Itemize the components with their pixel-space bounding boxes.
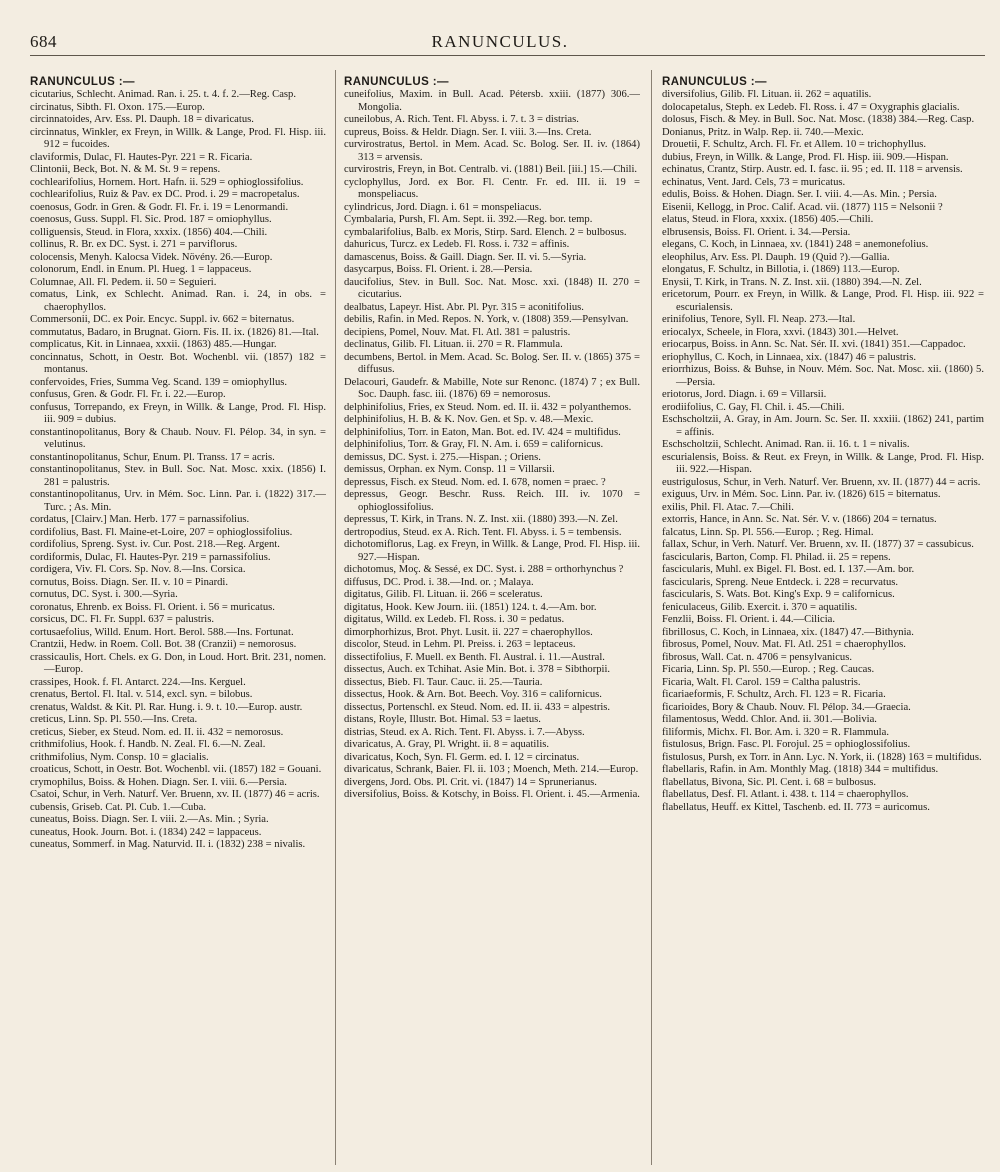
index-entry: eriophyllus, C. Koch, in Linnaea, xix. (1847) 46 = palustris. xyxy=(662,351,917,363)
index-entry: delphinifolius, Torr. in Eaton, Man. Bot. ed. IV. 424 = multifidus. xyxy=(344,426,621,438)
index-entry: dissectus, Auch. ex Tchihat. Asie Min. Bot. i. 378 = Sibthorpii. xyxy=(344,664,611,675)
index-entry: crassicaulis, Hort. Chels. ex G. Don, in Loud. Hort. Brit. 231, nomen.—Europ. xyxy=(30,651,326,675)
index-entry: comatus, Link, ex Schlecht. Animad. Ran. i. 24, in obs. = chaerophyllos. xyxy=(30,289,326,313)
column-2 xyxy=(344,76,640,1168)
index-entry: delphinifolius, Torr. & Gray, Fl. N. Am. i. 659 = californicus. xyxy=(344,439,604,450)
index-entry: dasycarpus, Boiss. Fl. Orient. i. 28.—Persia. xyxy=(344,264,533,275)
index-entry: confervoides, Fries, Summa Veg. Scand. 139 = omiophyllus. xyxy=(30,376,288,388)
index-entry: ficariaeformis, F. Schultz, Arch. Fl. 123 = R. Ficaria. xyxy=(662,689,886,700)
index-entry: commutatus, Badaro, in Brugnat. Giorn. Fis. II. ix. (1826) 81.—Ital. xyxy=(30,326,319,338)
index-entry: Enysii, T. Kirk, in Trans. N. Z. Inst. xii. (1880) 394.—N. Zel. xyxy=(662,276,922,288)
index-entry: cuneatus, Boiss. Diagn. Ser. I. viii. 2.—As. Min. ; Syria. xyxy=(30,814,269,825)
index-entry: cochlearifolius, Hornem. Hort. Hafn. ii. 529 = ophioglossifolius. xyxy=(30,176,304,188)
index-entry: croaticus, Schott, in Oestr. Bot. Wochenbl. vii. (1857) 182 = Gouani. xyxy=(30,764,322,775)
index-entry: corsicus, DC. Fl. Fr. Suppl. 637 = palustris. xyxy=(30,614,215,625)
column-rule xyxy=(335,70,336,1165)
index-entry: divergens, Jord. Obs. Pl. Crit. vi. (1847) 14 = Sprunerianus. xyxy=(344,776,597,788)
index-entry: Eschscholtzii, Schlecht. Animad. Ran. ii. 16. t. 1 = nivalis. xyxy=(662,439,910,450)
index-entry: coronatus, Ehrenb. ex Boiss. Fl. Orient. i. 56 = muricatus. xyxy=(30,601,275,613)
index-entry: cordifolius, Bast. Fl. Maine-et-Loire, 207 = ophioglossifolius. xyxy=(30,526,293,538)
column-heading: RANUNCULUS :— xyxy=(344,76,449,88)
index-entry: fascicularis, Barton, Comp. Fl. Philad. ii. 25 = repens. xyxy=(662,551,891,563)
index-entry: diffusus, DC. Prod. i. 38.—Ind. or. ; Malaya. xyxy=(344,576,534,588)
index-entry: Csatoi, Schur, in Verh. Naturf. Ver. Bruenn, xv. II. (1877) 46 = acris. xyxy=(30,789,320,800)
index-entry: cordifolius, Spreng. Syst. iv. Cur. Post. 218.—Reg. Argent. xyxy=(30,539,280,550)
index-entry: diversifolius, Boiss. & Kotschy, in Boiss. Fl. Orient. i. 45.—Armenia. xyxy=(344,789,640,800)
page-number: 684 xyxy=(30,32,57,51)
column-heading: RANUNCULUS :— xyxy=(662,76,767,88)
index-entry: eriocalyx, Scheele, in Flora, xxvi. (1843) 301.—Helvet. xyxy=(662,326,899,338)
index-entry: delphinifolius, Fries, ex Steud. Nom. ed. II. ii. 432 = polyanthemos. xyxy=(344,401,632,413)
index-entry: exiguus, Urv. in Mém. Soc. Linn. Par. iv. (1826) 615 = biternatus. xyxy=(662,489,941,500)
index-entry: dolosus, Fisch. & Mey. in Bull. Soc. Nat. Mosc. (1838) 384.—Reg. Casp. xyxy=(662,114,975,125)
index-entry: dichotomiflorus, Lag. ex Freyn, in Willk. & Lange, Prod. Fl. Hisp. iii. 927.—Hispan. xyxy=(344,539,640,563)
index-entry: demissus, Orphan. ex Nym. Consp. 11 = Villarsii. xyxy=(344,464,555,475)
column-heading: RANUNCULUS :— xyxy=(30,76,135,88)
index-entry: dertropodius, Steud. ex A. Rich. Tent. Fl. Abyss. i. 5 = tembensis. xyxy=(344,526,622,538)
header-rule xyxy=(30,55,985,56)
index-entry: cornutus, DC. Syst. i. 300.—Syria. xyxy=(30,589,178,600)
index-entry: digitatus, Gilib. Fl. Lituan. ii. 266 = sceleratus. xyxy=(344,589,543,600)
index-entry: feniculaceus, Gilib. Exercit. i. 370 = aquatilis. xyxy=(662,601,858,613)
index-entry: fistulosus, Pursh, ex Torr. in Ann. Lyc. N. York, ii. (1828) 163 = multifidus. xyxy=(662,751,982,763)
index-entry: ericetorum, Pourr. ex Freyn, in Willk. & Lange, Prod. Fl. Hisp. iii. 922 = escurialensis. xyxy=(662,289,984,313)
index-entry: Cymbalaria, Pursh, Fl. Am. Sept. ii. 392.—Reg. bor. temp. xyxy=(344,214,593,225)
index-entry: cordiformis, Dulac, Fl. Hautes-Pyr. 219 = parnassifolius. xyxy=(30,551,271,563)
index-entry: cornutus, Boiss. Diagn. Ser. II. v. 10 = Pinardi. xyxy=(30,576,229,588)
index-entry: distrias, Steud. ex A. Rich. Tent. Fl. Abyss. i. 7.—Abyss. xyxy=(344,726,585,738)
index-entry: dissectifolius, F. Muell. ex Benth. Fl. Austral. i. 11.—Austral. xyxy=(344,651,605,663)
index-entry: crassipes, Hook. f. Fl. Antarct. 224.—Ins. Kerguel. xyxy=(30,676,246,688)
index-entry: flabellatus, Heuff. ex Kittel, Taschenb. ed. II. 773 = auricomus. xyxy=(662,801,930,813)
index-entry: collinus, R. Br. ex DC. Syst. i. 271 = parviflorus. xyxy=(30,239,238,250)
index-entry: digitatus, Willd. ex Ledeb. Fl. Ross. i. 30 = pedatus. xyxy=(344,614,565,625)
index-entry: divaricatus, Schrank, Baier. Fl. ii. 103 ; Moench, Meth. 214.—Europ. xyxy=(344,764,639,775)
index-entry: divaricatus, A. Gray, Pl. Wright. ii. 8 = aquatilis. xyxy=(344,739,550,750)
index-entry: eustrigulosus, Schur, in Verh. Naturf. Ver. Bruenn, xv. II. (1877) 44 = acris. xyxy=(662,476,981,488)
index-entry: cochlearifolius, Ruiz & Pav. ex DC. Prod. i. 29 = macropetalus. xyxy=(30,189,300,200)
index-entry: fascicularis, Muhl. ex Bigel. Fl. Bost. ed. I. 137.—Am. bor. xyxy=(662,564,915,575)
index-entry: declinatus, Gilib. Fl. Lituan. ii. 270 = R. Flammula. xyxy=(344,339,563,350)
index-entry: ficarioides, Bory & Chaub. Nouv. Fl. Pélop. 34.—Graecia. xyxy=(662,701,911,713)
index-entry: crenatus, Bertol. Fl. Ital. v. 514, excl. syn. = bilobus. xyxy=(30,689,253,700)
index-entry: Drouetii, F. Schultz, Arch. Fl. Fr. et Allem. 10 = trichophyllus. xyxy=(662,139,927,150)
index-entry: flabellatus, Bivona, Sic. Pl. Cent. i. 68 = bulbosus. xyxy=(662,776,877,788)
column-rule xyxy=(651,70,652,1165)
index-entry: fibrosus, Wall. Cat. n. 4706 = pensylvanicus. xyxy=(662,651,853,663)
index-entry: cuneilobus, A. Rich. Tent. Fl. Abyss. i. 7. t. 3 = distrias. xyxy=(344,114,579,125)
index-entry: confusus, Torrepando, ex Freyn, in Willk. & Lange, Prod. Fl. Hisp. iii. 909 = dubius. xyxy=(30,401,326,425)
index-entry: elongatus, F. Schultz, in Billotia, i. (1869) 113.—Europ. xyxy=(662,264,900,275)
index-entry: dissectus, Portenschl. ex Steud. Nom. ed. II. ii. 433 = alpestris. xyxy=(344,701,611,713)
index-entry: cortusaefolius, Willd. Enum. Hort. Berol. 588.—Ins. Fortunat. xyxy=(30,626,294,638)
index-entry: Crantzii, Hedw. in Roem. Coll. Bot. 38 (Cranzii) = nemorosus. xyxy=(30,639,297,650)
index-entry: cuneatus, Hook. Journ. Bot. i. (1834) 242 = lappaceus. xyxy=(30,826,262,838)
index-entry: depressus, Geogr. Beschr. Russ. Reich. III. iv. 1070 = ophioglossifolius. xyxy=(344,489,640,513)
index-entry: cymbalarifolius, Balb. ex Moris, Stirp. Sard. Elench. 2 = bulbosus. xyxy=(344,226,627,238)
index-entry: constantinopolitanus, Schur, Enum. Pl. Transs. 17 = acris. xyxy=(30,451,275,463)
index-entry: curvirostratus, Bertol. in Mem. Acad. Sc. Bolog. Ser. II. iv. (1864) 313 = arvensis. xyxy=(344,139,640,163)
index-entry: Eisenii, Kellogg, in Proc. Calif. Acad. vii. (1877) 115 = Nelsonii ? xyxy=(662,201,943,213)
index-entry: decumbens, Bertol. in Mem. Acad. Sc. Bolog. Ser. II. v. (1865) 375 = diffusus. xyxy=(344,351,640,375)
index-entry: diversifolius, Gilib. Fl. Lituan. ii. 262 = aquatilis. xyxy=(662,89,872,100)
index-entry: curvirostris, Freyn, in Bot. Centralb. vi. (1881) Beil. [iii.] 15.—Chili. xyxy=(344,164,638,175)
index-entry: complicatus, Kit. in Linnaea, xxxii. (1863) 485.—Hungar. xyxy=(30,339,277,350)
index-entry: depressus, T. Kirk, in Trans. N. Z. Inst. xii. (1880) 393.—N. Zel. xyxy=(344,514,618,525)
index-entry: damascenus, Boiss. & Gaill. Diagn. Ser. II. vi. 5.—Syria. xyxy=(344,251,587,263)
index-entry: eriorrhizus, Boiss. & Buhse, in Nouv. Mém. Soc. Nat. Mosc. xii. (1860) 5.—Persia. xyxy=(662,364,984,388)
index-entry: claviformis, Dulac, Fl. Hautes-Pyr. 221 = R. Ficaria. xyxy=(30,151,253,163)
index-entry: dubius, Freyn, in Willk. & Lange, Prod. Fl. Hisp. iii. 909.—Hispan. xyxy=(662,151,949,163)
index-entry: filiformis, Michx. Fl. Bor. Am. i. 320 = R. Flammula. xyxy=(662,726,889,738)
index-entry: colonorum, Endl. in Enum. Pl. Hueg. 1 = lappaceus. xyxy=(30,264,252,275)
index-entry: erinifolius, Tenore, Syll. Fl. Neap. 273.—Ital. xyxy=(662,314,856,325)
index-entry: elatus, Steud. in Flora, xxxix. (1856) 405.—Chili. xyxy=(662,214,874,225)
index-entry: fascicularis, Spreng. Neue Entdeck. i. 228 = recurvatus. xyxy=(662,576,899,588)
index-entry: digitatus, Hook. Kew Journ. iii. (1851) 124. t. 4.—Am. bor. xyxy=(344,601,597,613)
index-entry: cordatus, [Clairv.] Man. Herb. 177 = parnassifolius. xyxy=(30,514,250,525)
index-entry: elegans, C. Koch, in Linnaea, xv. (1841) 248 = anemonefolius. xyxy=(662,239,929,250)
index-entry: eleophilus, Arv. Ess. Pl. Dauph. 19 (Quid ?).—Gallia. xyxy=(662,251,890,263)
index-entry: delphinifolius, H. B. & K. Nov. Gen. et Sp. v. 48.—Mexic. xyxy=(344,414,594,425)
index-entry: crithmifolius, Hook. f. Handb. N. Zeal. Fl. 6.—N. Zeal. xyxy=(30,739,266,750)
entry-list xyxy=(344,89,640,802)
index-entry: echinatus, Crantz, Stirp. Austr. ed. I. fasc. ii. 95 ; ed. II. 118 = arvensis. xyxy=(662,164,963,175)
index-entry: Clintonii, Beck, Bot. N. & M. St. 9 = repens. xyxy=(30,164,221,175)
index-entry: decipiens, Pomel, Nouv. Mat. Fl. Atl. 381 = palustris. xyxy=(344,326,571,338)
index-entry: eriocarpus, Boiss. in Ann. Sc. Nat. Sér. II. xvi. (1841) 351.—Cappadoc. xyxy=(662,339,966,350)
index-entry: demissus, DC. Syst. i. 275.—Hispan. ; Oriens. xyxy=(344,451,541,463)
index-entry: colocensis, Menyh. Kalocsa Videk. Növény. 26.—Europ. xyxy=(30,251,273,263)
index-entry: dichotomus, Moç. & Sessé, ex DC. Syst. i. 288 = orthorhynchus ? xyxy=(344,564,624,575)
index-entry: cuneatus, Sommerf. in Mag. Naturvid. II. i. (1832) 238 = nivalis. xyxy=(30,839,306,850)
entry-list xyxy=(662,89,984,814)
index-entry: cyclophyllus, Jord. ex Bor. Fl. Centr. Fr. ed. III. ii. 19 = monspeliacus. xyxy=(344,176,640,200)
index-entry: circinnatoides, Arv. Ess. Pl. Dauph. 18 = divaricatus. xyxy=(30,114,254,125)
index-entry: dissectus, Bieb. Fl. Taur. Cauc. ii. 25.—Tauria. xyxy=(344,676,543,688)
index-entry: eriotorus, Jord. Diagn. i. 69 = Villarsii. xyxy=(662,389,827,400)
index-entry: cubensis, Griseb. Cat. Pl. Cub. 1.—Cuba. xyxy=(30,801,206,813)
index-entry: exilis, Phil. Fl. Atac. 7.—Chili. xyxy=(662,501,794,513)
index-entry: cicutarius, Schlecht. Animad. Ran. i. 25. t. 4. f. 2.—Reg. Casp. xyxy=(30,89,296,100)
entry-list xyxy=(30,89,326,852)
running-head: RANUNCULUS. xyxy=(431,32,569,51)
index-entry: Ficaria, Walt. Fl. Carol. 159 = Caltha palustris. xyxy=(662,676,861,688)
index-entry: cordigera, Viv. Fl. Cors. Sp. Nov. 8.—Ins. Corsica. xyxy=(30,564,246,575)
index-entry: crenatus, Waldst. & Kit. Pl. Rar. Hung. i. 9. t. 10.—Europ. austr. xyxy=(30,701,303,713)
index-entry: constantinopolitanus, Stev. in Bull. Soc. Nat. Mosc. xxix. (1856) I. 281 = palustris. xyxy=(30,464,326,488)
index-entry: cuneifolius, Maxim. in Bull. Acad. Pétersb. xxiii. (1877) 306.—Mongolia. xyxy=(344,89,640,113)
index-entry: fascicularis, S. Wats. Bot. King's Exp. 9 = californicus. xyxy=(662,589,895,600)
index-entry: falcatus, Linn. Sp. Pl. 556.—Europ. ; Reg. Himal. xyxy=(662,526,874,538)
index-entry: confusus, Gren. & Godr. Fl. Fr. i. 22.—Europ. xyxy=(30,389,226,400)
index-entry: dolocapetalus, Steph. ex Ledeb. Fl. Ross. i. 47 = Oxygraphis glacialis. xyxy=(662,101,960,113)
index-entry: coenosus, Guss. Suppl. Fl. Sic. Prod. 187 = omiophyllus. xyxy=(30,214,272,225)
index-entry: creticus, Sieber, ex Steud. Nom. ed. II. ii. 432 = nemorosus. xyxy=(30,726,284,738)
index-entry: extorris, Hance, in Ann. Sc. Nat. Sér. V. v. (1866) 204 = ternatus. xyxy=(662,514,937,525)
index-entry: Eschscholtzii, A. Gray, in Am. Journ. Sc. Ser. II. xxxiii. (1862) 241, partim = affinis. xyxy=(662,414,984,438)
index-entry: Fenzlii, Boiss. Fl. Orient. i. 44.—Cilicia. xyxy=(662,614,836,625)
index-entry: coenosus, Godr. in Gren. & Godr. Fl. Fr. i. 19 = Lenormandi. xyxy=(30,201,289,213)
index-entry: Ficaria, Linn. Sp. Pl. 550.—Europ. ; Reg. Caucas. xyxy=(662,664,875,675)
index-entry: edulis, Boiss. & Hohen. Diagn. Ser. I. viii. 4.—As. Min. ; Persia. xyxy=(662,189,937,200)
index-entry: dahuricus, Turcz. ex Ledeb. Fl. Ross. i. 732 = affinis. xyxy=(344,239,570,250)
index-entry: circinatus, Sibth. Fl. Oxon. 175.—Europ. xyxy=(30,101,205,113)
index-entry: flabellatus, Desf. Fl. Atlant. i. 438. t. 114 = chaerophyllos. xyxy=(662,789,909,800)
index-entry: filamentosus, Wedd. Chlor. And. ii. 301.—Bolivia. xyxy=(662,714,877,725)
index-entry: dealbatus, Lapeyr. Hist. Abr. Pl. Pyr. 315 = aconitifolius. xyxy=(344,301,584,313)
index-entry: Donianus, Pritz. in Walp. Rep. ii. 740.—Mexic. xyxy=(662,126,864,138)
index-entry: echinatus, Vent. Jard. Cels, 73 = muricatus. xyxy=(662,176,846,188)
index-entry: fibrillosus, C. Koch, in Linnaea, xix. (1847) 47.—Bithynia. xyxy=(662,626,914,638)
index-entry: distans, Royle, Illustr. Bot. Himal. 53 = laetus. xyxy=(344,714,541,725)
index-entry: depressus, Fisch. ex Steud. Nom. ed. I. 678, nomen = praec. ? xyxy=(344,476,606,488)
index-entry: dissectus, Hook. & Arn. Bot. Beech. Voy. 316 = californicus. xyxy=(344,689,602,700)
index-entry: Commersonii, DC. ex Poir. Encyc. Suppl. iv. 662 = biternatus. xyxy=(30,314,295,325)
index-entry: fistulosus, Brign. Fasc. Pl. Forojul. 25 = ophioglossifolius. xyxy=(662,739,911,750)
index-entry: daucifolius, Stev. in Bull. Soc. Nat. Mosc. xxi. (1848) II. 270 = cicutarius. xyxy=(344,276,640,300)
index-entry: divaricatus, Koch, Syn. Fl. Germ. ed. I. 12 = circinatus. xyxy=(344,751,580,763)
index-entry: erodiifolius, C. Gay, Fl. Chil. i. 45.—Chili. xyxy=(662,401,845,413)
index-entry: discolor, Steud. in Lehm. Pl. Preiss. i. 263 = leptaceus. xyxy=(344,639,576,650)
column-3 xyxy=(662,76,984,1168)
index-entry: creticus, Linn. Sp. Pl. 550.—Ins. Creta. xyxy=(30,714,198,725)
index-entry: Delacouri, Gaudefr. & Mabille, Note sur Renonc. (1874) 7 ; ex Bull. Soc. Dauph. fasc. iii. (1876) 69 = nemorosus. xyxy=(344,376,640,400)
index-entry: cylindricus, Jord. Diagn. i. 61 = monspeliacus. xyxy=(344,201,542,213)
index-entry: fallax, Schur, in Verh. Naturf. Ver. Bruenn, xv. II. (1877) 37 = cassubicus. xyxy=(662,539,974,550)
index-entry: dimorphorhizus, Brot. Phyt. Lusit. ii. 227 = chaerophyllos. xyxy=(344,626,593,638)
index-entry: debilis, Rafin. in Med. Repos. N. York, v. (1808) 359.—Pensylvan. xyxy=(344,314,629,325)
index-entry: fibrosus, Pomel, Nouv. Mat. Fl. Atl. 251 = chaerophyllos. xyxy=(662,639,906,650)
index-entry: escurialensis, Boiss. & Reut. ex Freyn, in Willk. & Lange, Prod. Fl. Hisp. iii. 922.—Hispan. xyxy=(662,451,984,475)
index-entry: crymophilus, Boiss. & Hohen. Diagn. Ser. I. viii. 6.—Persia. xyxy=(30,776,287,788)
index-entry: colliguensis, Steud. in Flora, xxxix. (1856) 404.—Chili. xyxy=(30,226,268,238)
index-entry: crithmifolius, Nym. Consp. 10 = glacialis. xyxy=(30,751,209,763)
index-entry: Columnae, All. Fl. Pedem. ii. 50 = Seguieri. xyxy=(30,276,217,288)
index-entry: constantinopolitanus, Urv. in Mém. Soc. Linn. Par. i. (1822) 317.—Turc. ; As. Min. xyxy=(30,489,326,513)
index-entry: elbrusensis, Boiss. Fl. Orient. i. 34.—Persia. xyxy=(662,226,851,238)
index-entry: flabellaris, Rafin. in Am. Monthly Mag. (1818) 344 = multifidus. xyxy=(662,764,939,775)
index-entry: cupreus, Boiss. & Heldr. Diagn. Ser. I. viii. 3.—Ins. Creta. xyxy=(344,126,592,138)
column-1 xyxy=(30,76,326,1168)
index-entry: constantinopolitanus, Bory & Chaub. Nouv. Fl. Pélop. 34, in syn. = velutinus. xyxy=(30,426,326,450)
index-entry: circinnatus, Winkler, ex Freyn, in Willk. & Lange, Prod. Fl. Hisp. iii. 912 = fucoides. xyxy=(30,126,326,150)
index-entry: concinnatus, Schott, in Oestr. Bot. Wochenbl. vii. (1857) 182 = montanus. xyxy=(30,351,326,375)
